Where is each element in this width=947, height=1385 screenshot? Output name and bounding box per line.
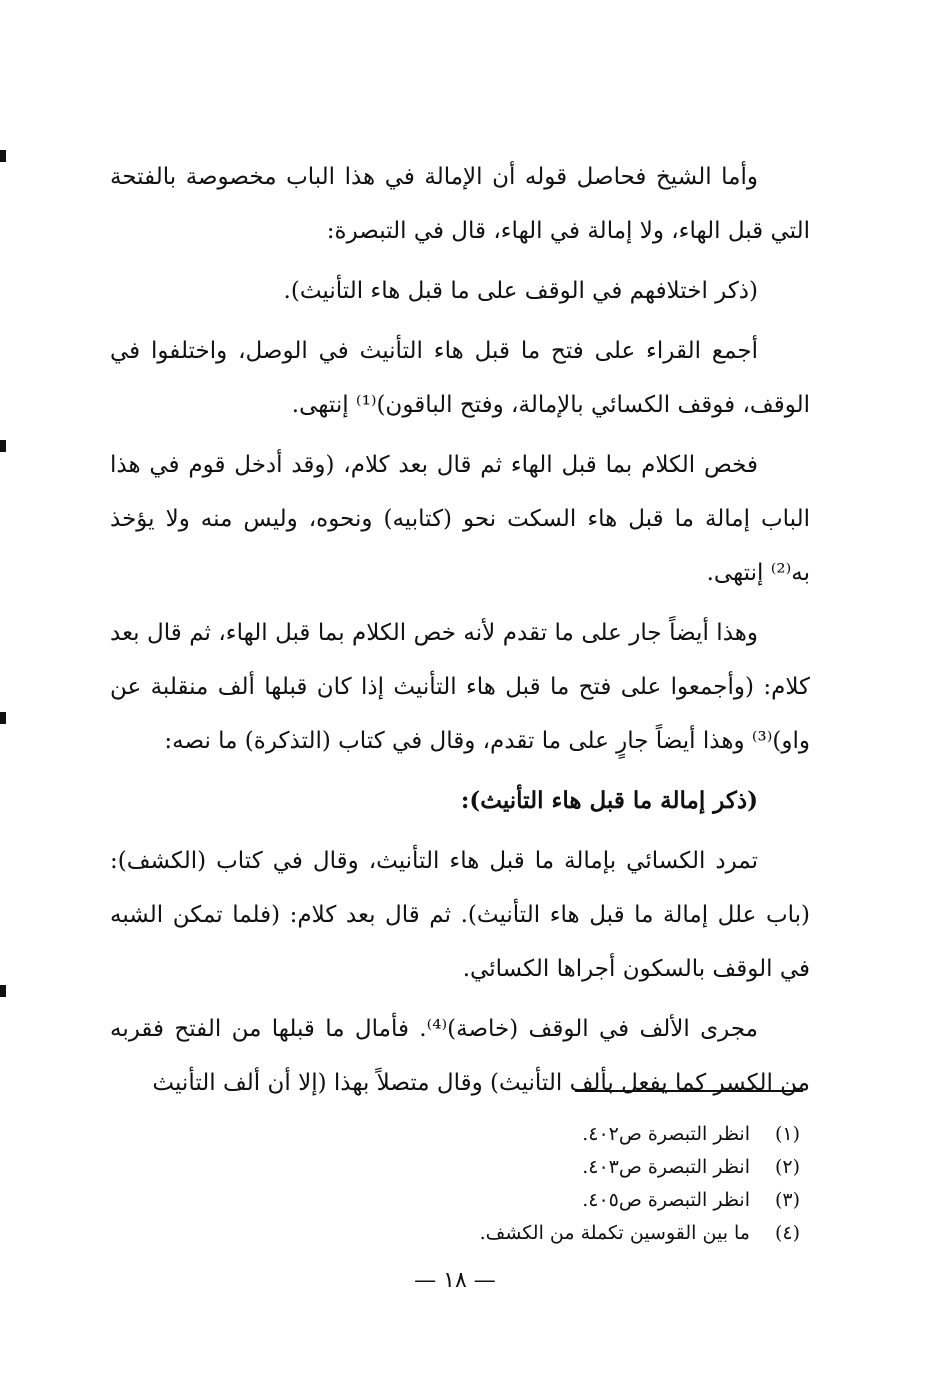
- footnote-text: انظر التبصرة ص٤٠٢.: [582, 1123, 750, 1145]
- footnote: [430, 1217, 800, 1250]
- paragraph: مجرى الألف في الوقف (خاصة)⁽⁴⁾. فأمال ما قبلها من الفتح فقربه من الكسر كما يفعل بألف التأنيث) وقال متصلاً بهذا (إلا أن ألف التأنيث: [110, 1016, 810, 1096]
- paragraph: تمرد الكسائي بإمالة ما قبل هاء التأنيث، وقال في كتاب (الكشف): (باب علل إمالة ما قبل هاء التأنيث). ثم قال بعد كلام: (فلما تمكن الشبه في الوقف بالسكون أجراها الكسائي.: [110, 848, 810, 982]
- footnote-number: (٤): [774, 1222, 800, 1244]
- footnote: [430, 1151, 800, 1184]
- footnote-number: (١): [774, 1123, 800, 1145]
- scan-edge-mark: [0, 150, 6, 162]
- footnote-separator: [575, 1090, 803, 1092]
- scan-edge-mark: [0, 712, 6, 724]
- paragraph: وهذا أيضاً جار على ما تقدم لأنه خص الكلام بما قبل الهاء، ثم قال بعد كلام: (وأجمعوا على فتح ما قبل هاء التأنيث إذا كان قبلها ألف منقلبة عن واو)⁽³⁾ وهذا أيضاً جارٍ على ما تقدم، وقال في كتاب (التذكرة) ما نصه:: [110, 620, 810, 754]
- footnote-text: انظر التبصرة ص٤٠٥.: [582, 1189, 750, 1211]
- footnote-number: (٣): [774, 1189, 800, 1211]
- paragraph: أجمع القراء على فتح ما قبل هاء التأنيث في الوصل، واختلفوا في الوقف، فوقف الكسائي بالإمالة، وفتح الباقون)⁽¹⁾ إنتهى.: [110, 338, 810, 418]
- footnote-text: انظر التبصرة ص٤٠٣.: [582, 1156, 750, 1178]
- scan-edge-mark: [0, 985, 6, 997]
- footnote-number: (٢): [774, 1156, 800, 1178]
- page-number: — ١٨ —: [414, 1268, 496, 1293]
- scan-edge-mark: [0, 440, 6, 452]
- footnote: [430, 1118, 800, 1151]
- quote-heading: (ذكر اختلافهم في الوقف على ما قبل هاء التأنيث).: [283, 278, 758, 304]
- main-text: [110, 150, 810, 1110]
- footnote: [430, 1184, 800, 1217]
- paragraph: فخص الكلام بما قبل الهاء ثم قال بعد كلام، (وقد أدخل قوم في هذا الباب إمالة ما قبل هاء السكت نحو (كتابيه) ونحوه، وليس منه ولا يؤخذ به⁽²⁾ إنتهى.: [110, 452, 810, 586]
- section-heading: (ذكر إمالة ما قبل هاء التأنيث):: [460, 787, 758, 814]
- footnote-text: ما بين القوسين تكملة من الكشف.: [479, 1222, 750, 1244]
- paragraph: وأما الشيخ فحاصل قوله أن الإمالة في هذا الباب مخصوصة بالفتحة التي قبل الهاء، ولا إمالة في الهاء، قال في التبصرة:: [110, 164, 810, 244]
- footnotes: [430, 1118, 800, 1250]
